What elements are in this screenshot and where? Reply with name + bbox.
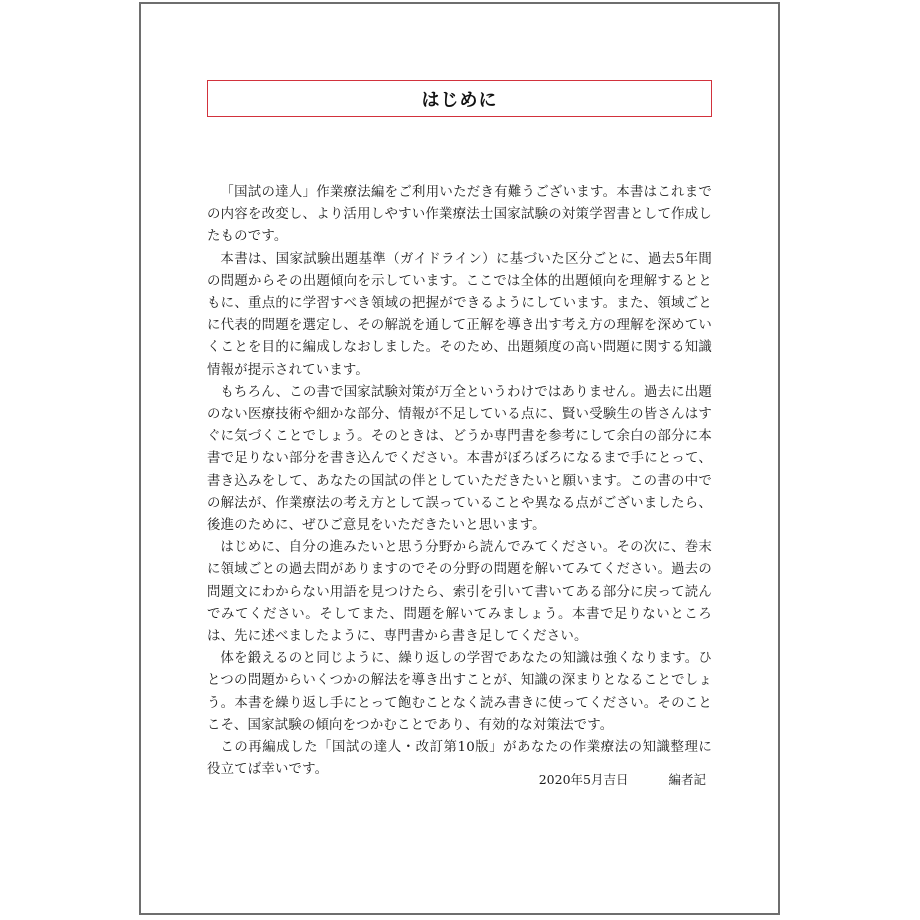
paragraph: はじめに、自分の進みたいと思う分野から読んでみてください。その次に、巻末に領域ごとの過去問がありますのでその分野の問題を解いてみてください。過去の問題文にわからない用語を見つけたら、索引を引いて書いてある部分に戻って読んでみてください。そしてまた、問題を解いてみましょう。本書で足りないところは、先に述べましたように、専門書から書き足してください。 [207, 540, 712, 645]
document-page [139, 2, 780, 915]
page-title: はじめに [421, 89, 498, 111]
signature-author: 編者記 [668, 772, 706, 787]
paragraph: この再編成した「国試の達人・改訂第10版」があなたの作業療法の知識整理に役立てば幸いです。 [207, 740, 712, 778]
signature-date: 2020年5月吉日 [538, 772, 629, 787]
paragraph: 本書は、国家試験出題基準（ガイドライン）に基づいた区分ごとに、過去5年間の問題からその出題傾向を示しています。ここでは全体的出題傾向を理解するとともに、重点的に学習すべき領域の把握ができるようにしています。また、領域ごとに代表的問題を選定し、その解説を通して正解を導き出す考え方の理解を深めていくことを目的に編成しなおしました。そのため、出題頻度の高い問題に関する知識情報が提示されています。 [207, 251, 712, 378]
body-text [207, 182, 712, 781]
paragraph: 「国試の達人」作業療法編をご利用いただき有難うございます。本書はこれまでの内容を改変し、より活用しやすい作業療法士国家試験の対策学習書として作成したものです。 [207, 185, 712, 245]
heading-box [207, 80, 712, 117]
paragraph: 体を鍛えるのと同じように、繰り返しの学習であなたの知識は強くなります。ひとつの問題からいくつかの解法を導き出すことが、知識の深まりとなることでしょう。本書を繰り返し手にとって飽むことなく読み書きに使ってください。そのことこそ、国家試験の傾向をつかむことであり、有効的な対策法です。 [207, 651, 712, 733]
signature [539, 770, 706, 788]
paragraph: もちろん、この書で国家試験対策が万全というわけではありません。過去に出題のない医療技術や細かな部分、情報が不足している点に、賢い受験生の皆さんはすぐに気づくことでしょう。そのときは、どうか専門書を参考にして余白の部分に本書で足りない部分を書き込んでください。本書がぼろぼろになるまで手にとって、書き込みをして、あなたの国試の伴としていただきたいと願います。この書の中での解法が、作業療法の考え方として誤っていることや異なる点がございましたら、後進のために、ぜひご意見をいただきたいと思います。 [207, 384, 712, 534]
